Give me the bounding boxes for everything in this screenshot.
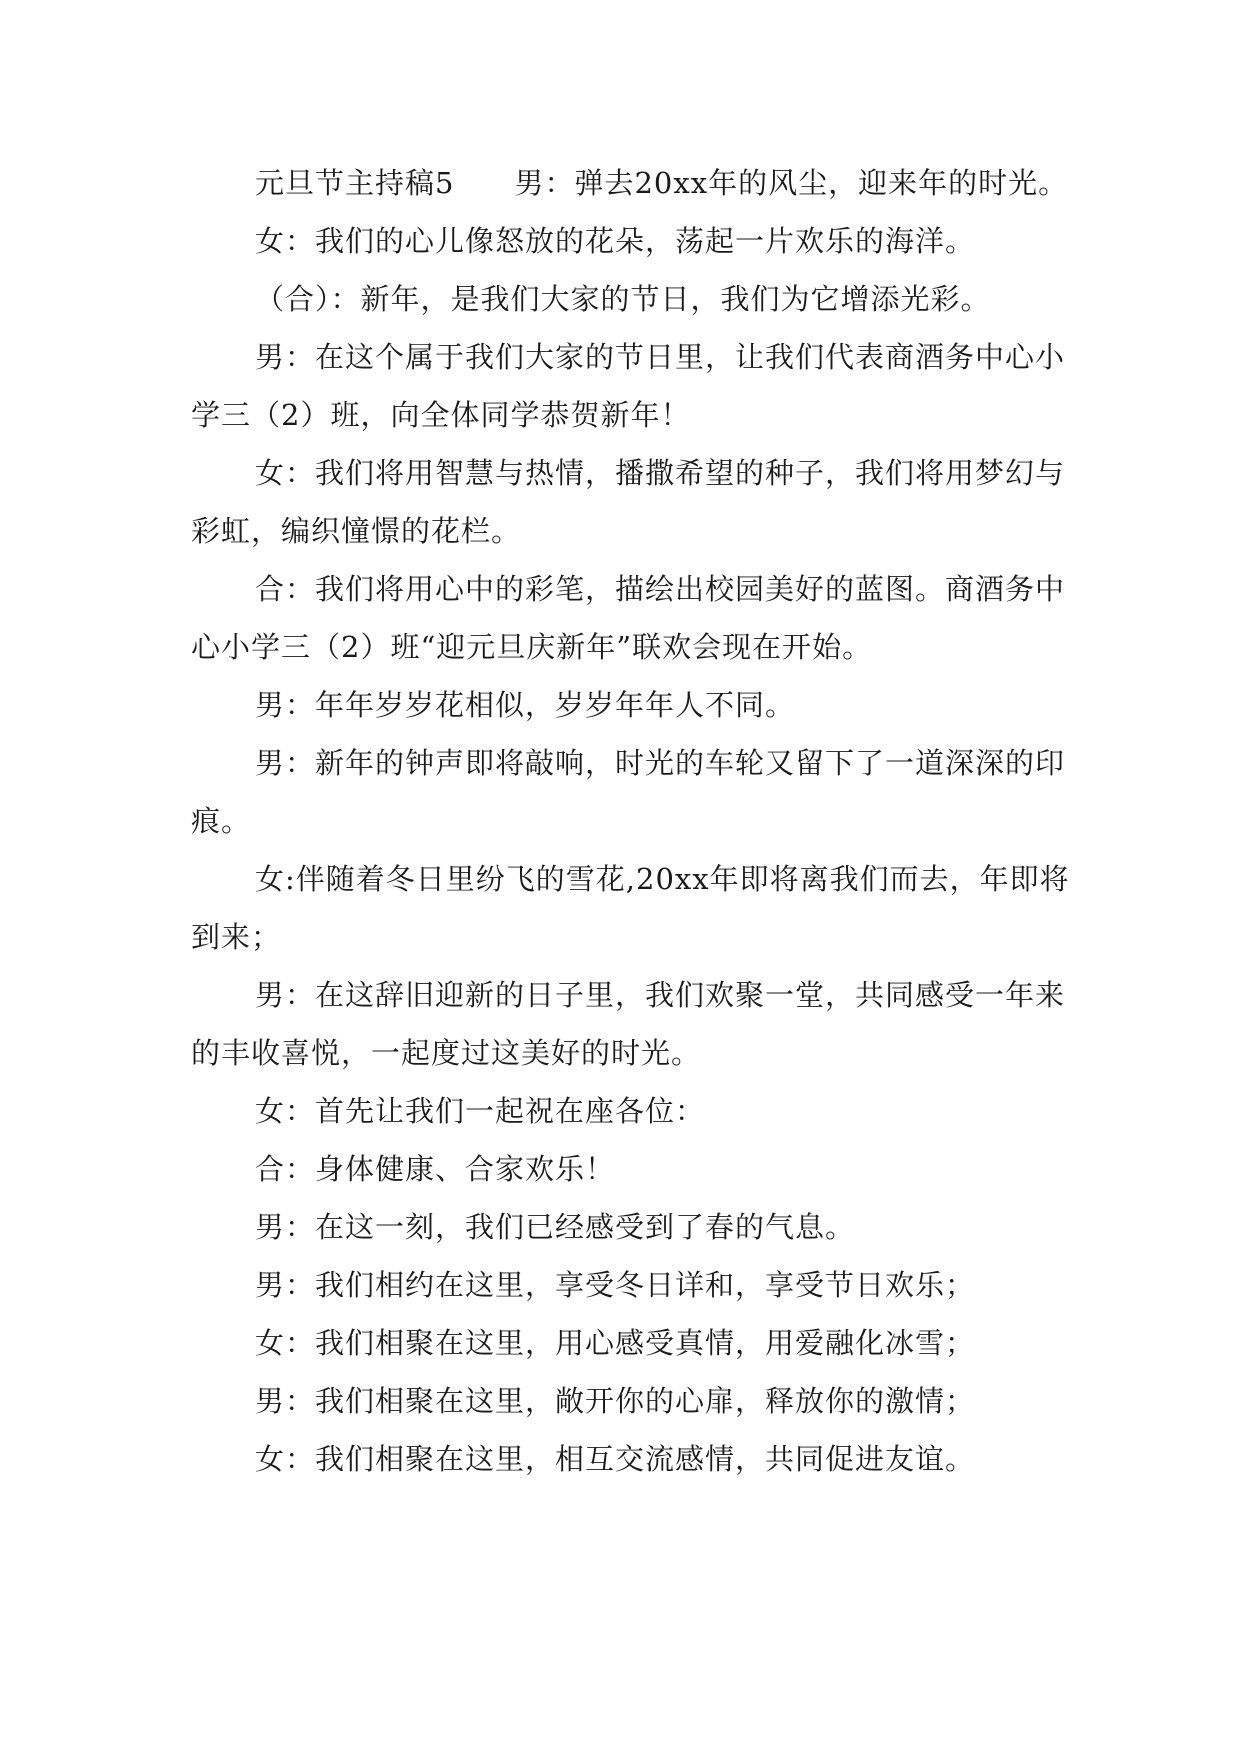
- paragraph: 女：我们的心儿像怒放的花朵，荡起一片欢乐的海洋。: [255, 224, 976, 258]
- paragraph: 合：身体健康、合家欢乐！: [255, 1152, 616, 1186]
- paragraph: 男：我们相约在这里，享受冬日详和，享受节日欢乐；: [255, 1268, 976, 1302]
- paragraph: 男：在这一刻，我们已经感受到了春的气息。: [255, 1210, 856, 1244]
- paragraph: 女：我们相聚在这里，相互交流感情，共同促进友谊。: [255, 1442, 976, 1476]
- paragraph: 男：新年的钟声即将敲响，时光的车轮又留下了一道深深的印痕。: [191, 746, 1066, 838]
- paragraph: 男：我们相聚在这里，敞开你的心扉，释放你的激情；: [255, 1384, 976, 1418]
- paragraph: 女:伴随着冬日里纷飞的雪花,20xx年即将离我们而去，年即将到来；: [191, 862, 1070, 954]
- document-body: [191, 154, 1071, 1488]
- paragraph: 合：我们将用心中的彩笔，描绘出校园美好的蓝图。商酒务中心小学三（2）班“迎元旦庆新年”联欢会现在开始。: [191, 572, 1066, 664]
- paragraph: 男：在这个属于我们大家的节日里，让我们代表商酒务中心小学三（2）班，向全体同学恭贺新年！: [191, 340, 1066, 432]
- paragraph: 女：首先让我们一起祝在座各位：: [255, 1094, 706, 1128]
- paragraph: 男：年年岁岁花相似，岁岁年年人不同。: [255, 688, 796, 722]
- paragraph: （合）：新年，是我们大家的节日，我们为它增添光彩。: [255, 282, 991, 316]
- paragraph: 女：我们相聚在这里，用心感受真情，用爱融化冰雪；: [255, 1326, 976, 1360]
- paragraph: 女：我们将用智慧与热情，播撒希望的种子，我们将用梦幻与彩虹，编织憧憬的花栏。: [191, 456, 1066, 548]
- paragraph: 元旦节主持稿5 男：弹去20xx年的风尘，迎来年的时光。: [255, 166, 1069, 200]
- paragraph: 男：在这辞旧迎新的日子里，我们欢聚一堂，共同感受一年来的丰收喜悦，一起度过这美好的时光。: [191, 978, 1066, 1070]
